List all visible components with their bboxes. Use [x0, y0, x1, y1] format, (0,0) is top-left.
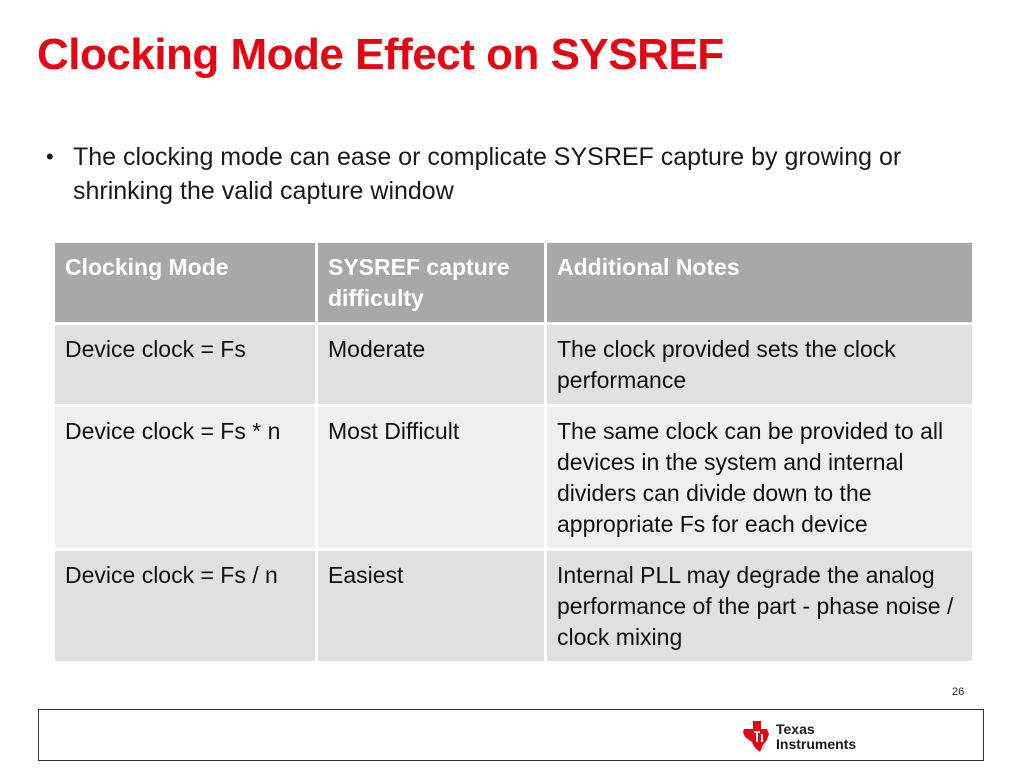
bullet-item [46, 140, 946, 208]
page-number: 26 [952, 686, 965, 698]
cell-clocking-mode: Device clock = Fs * n [54, 406, 317, 550]
cell-notes: The clock provided sets the clock performance [546, 324, 974, 406]
cell-difficulty: Moderate [317, 324, 546, 406]
cell-clocking-mode: Device clock = Fs / n [54, 550, 317, 663]
table-row [54, 550, 974, 663]
ti-state-icon [743, 721, 769, 752]
texas-instruments-logo [742, 718, 872, 754]
cell-difficulty: Easiest [317, 550, 546, 663]
clocking-mode-table [52, 240, 975, 664]
bullet-marker: • [46, 144, 54, 169]
header-additional-notes: Additional Notes [546, 242, 974, 324]
bullet-text: The clocking mode can ease or complicate SYSREF capture by growing or shrinking the valid capture window [73, 143, 902, 205]
ti-logo-line2: Instruments [776, 736, 857, 752]
table-row [54, 406, 974, 550]
cell-clocking-mode: Device clock = Fs [54, 324, 317, 406]
slide-title: Clocking Mode Effect on SYSREF [37, 30, 724, 79]
table-row [54, 324, 974, 406]
bullet-list [46, 140, 946, 208]
header-sysref-difficulty: SYSREF capture difficulty [317, 242, 546, 324]
cell-notes: Internal PLL may degrade the analog performance of the part - phase noise / clock mixing [546, 550, 974, 663]
ti-logo-line1: Texas [776, 721, 815, 737]
header-clocking-mode: Clocking Mode [54, 242, 317, 324]
cell-notes: The same clock can be provided to all devices in the system and internal dividers can divide down to the appropriate Fs for each device [546, 406, 974, 550]
cell-difficulty: Most Difficult [317, 406, 546, 550]
table-header-row [54, 242, 974, 324]
